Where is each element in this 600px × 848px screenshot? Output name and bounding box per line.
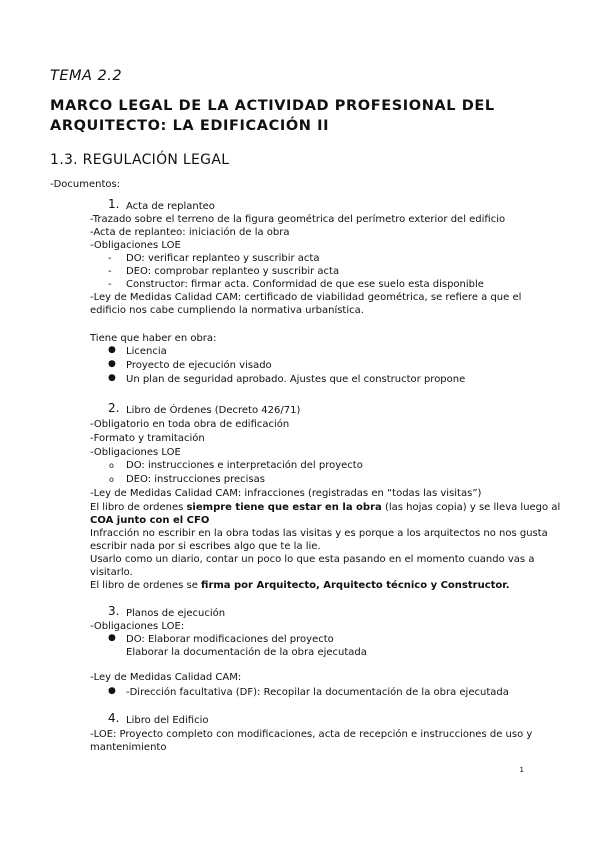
doc1-dash-item: DEO: comprobar replanteo y suscribir acta [126, 266, 340, 277]
obra-item: Licencia [126, 346, 167, 357]
section-heading: 1.3. REGULACIÓN LEGAL [50, 152, 230, 168]
circle-bullet-icon: o [109, 475, 114, 484]
doc4-number: 4. [108, 711, 120, 725]
doc1-dash-item: Constructor: firmar acta. Conformidad de que ese suelo esta disponible [126, 279, 484, 290]
dash-icon: - [108, 279, 112, 290]
doc1-line: -Acta de replanteo: iniciación de la obra [90, 227, 290, 238]
bullet-icon: ● [108, 373, 116, 383]
doc2-circle-item: DO: instrucciones e interpretación del proyecto [126, 460, 363, 471]
bullet-icon: ● [108, 686, 116, 696]
obra-item: Un plan de seguridad aprobado. Ajustes que el constructor propone [126, 374, 466, 385]
title-line-2: ARQUITECTO: LA EDIFICACIÓN II [50, 118, 330, 134]
doc2-heading: Libro de Órdenes (Decreto 426/71) [126, 405, 301, 416]
documentos-label: -Documentos: [50, 179, 121, 190]
doc2-firma-line: El libro de ordenes se firma por Arquitecto, Arquitecto técnico y Constructor. [90, 580, 510, 591]
doc3-heading: Planos de ejecución [126, 608, 226, 619]
dash-icon: - [108, 253, 112, 264]
doc3-number: 3. [108, 604, 120, 618]
doc2-diario-line: Usarlo como un diario, contar un poco lo que esta pasando en el momento cuando vas a [90, 554, 535, 565]
doc4-line: -LOE: Proyecto completo con modificaciones, acta de recepción e instrucciones de uso y [90, 729, 533, 740]
doc1-number: 1. [108, 197, 120, 211]
doc2-infra-line: Infracción no escribir en la obra todas las visitas y es porque a los arquitectos no nos gusta [90, 528, 548, 539]
circle-bullet-icon: o [109, 461, 114, 470]
bullet-icon: ● [108, 633, 116, 643]
doc4-line: mantenimiento [90, 742, 167, 753]
doc2-line: -Formato y tramitación [90, 433, 205, 444]
doc2-cam-line: -Ley de Medidas Calidad CAM: infracciones (registradas en “todas las visitas”) [90, 488, 482, 499]
doc2-diario-line: visitarlo. [90, 567, 133, 578]
doc2-circle-item: DEO: instrucciones precisas [126, 474, 265, 485]
tema-label: TEMA 2.2 [50, 68, 123, 84]
doc1-dash-item: DO: verificar replanteo y suscribir acta [126, 253, 320, 264]
doc1-cam-line: edificio nos cabe cumpliendo la normativa urbanística. [90, 305, 364, 316]
obra-label: Tiene que haber en obra: [90, 333, 217, 344]
doc3-obligaciones: -Obligaciones LOE: [90, 621, 185, 632]
obra-item: Proyecto de ejecución visado [126, 360, 272, 371]
doc1-heading: Acta de replanteo [126, 201, 215, 212]
bullet-icon: ● [108, 359, 116, 369]
doc2-line: -Obligatorio en toda obra de edificación [90, 419, 290, 430]
doc2-infra-line: escribir nada por si escribes algo que te la lie. [90, 541, 321, 552]
doc3-bullet-line: DO: Elaborar modificaciones del proyecto [126, 634, 334, 645]
dash-icon: - [108, 266, 112, 277]
doc2-libro-line: El libro de ordenes siempre tiene que estar en la obra (las hojas copia) y se lleva luego al [90, 502, 561, 513]
doc1-cam-line: -Ley de Medidas Calidad CAM: certificado de viabilidad geométrica, se refiere a que el [90, 292, 522, 303]
doc3-cam-item: -Dirección facultativa (DF): Recopilar la documentación de la obra ejecutada [126, 687, 509, 698]
doc3-bullet-line: Elaborar la documentación de la obra ejecutada [126, 647, 367, 658]
title-line-1: MARCO LEGAL DE LA ACTIVIDAD PROFESIONAL DEL [50, 98, 495, 114]
doc3-cam-label: -Ley de Medidas Calidad CAM: [90, 672, 242, 683]
bullet-icon: ● [108, 345, 116, 355]
doc2-coa-line: COA junto con el CFO [90, 515, 210, 526]
doc1-line: -Obligaciones LOE [90, 240, 181, 251]
page-number: 1 [519, 766, 524, 774]
doc2-number: 2. [108, 401, 120, 415]
doc1-line: -Trazado sobre el terreno de la figura geométrica del perímetro exterior del edificio [90, 214, 506, 225]
doc2-line: -Obligaciones LOE [90, 447, 181, 458]
doc4-heading: Libro del Edificio [126, 715, 209, 726]
